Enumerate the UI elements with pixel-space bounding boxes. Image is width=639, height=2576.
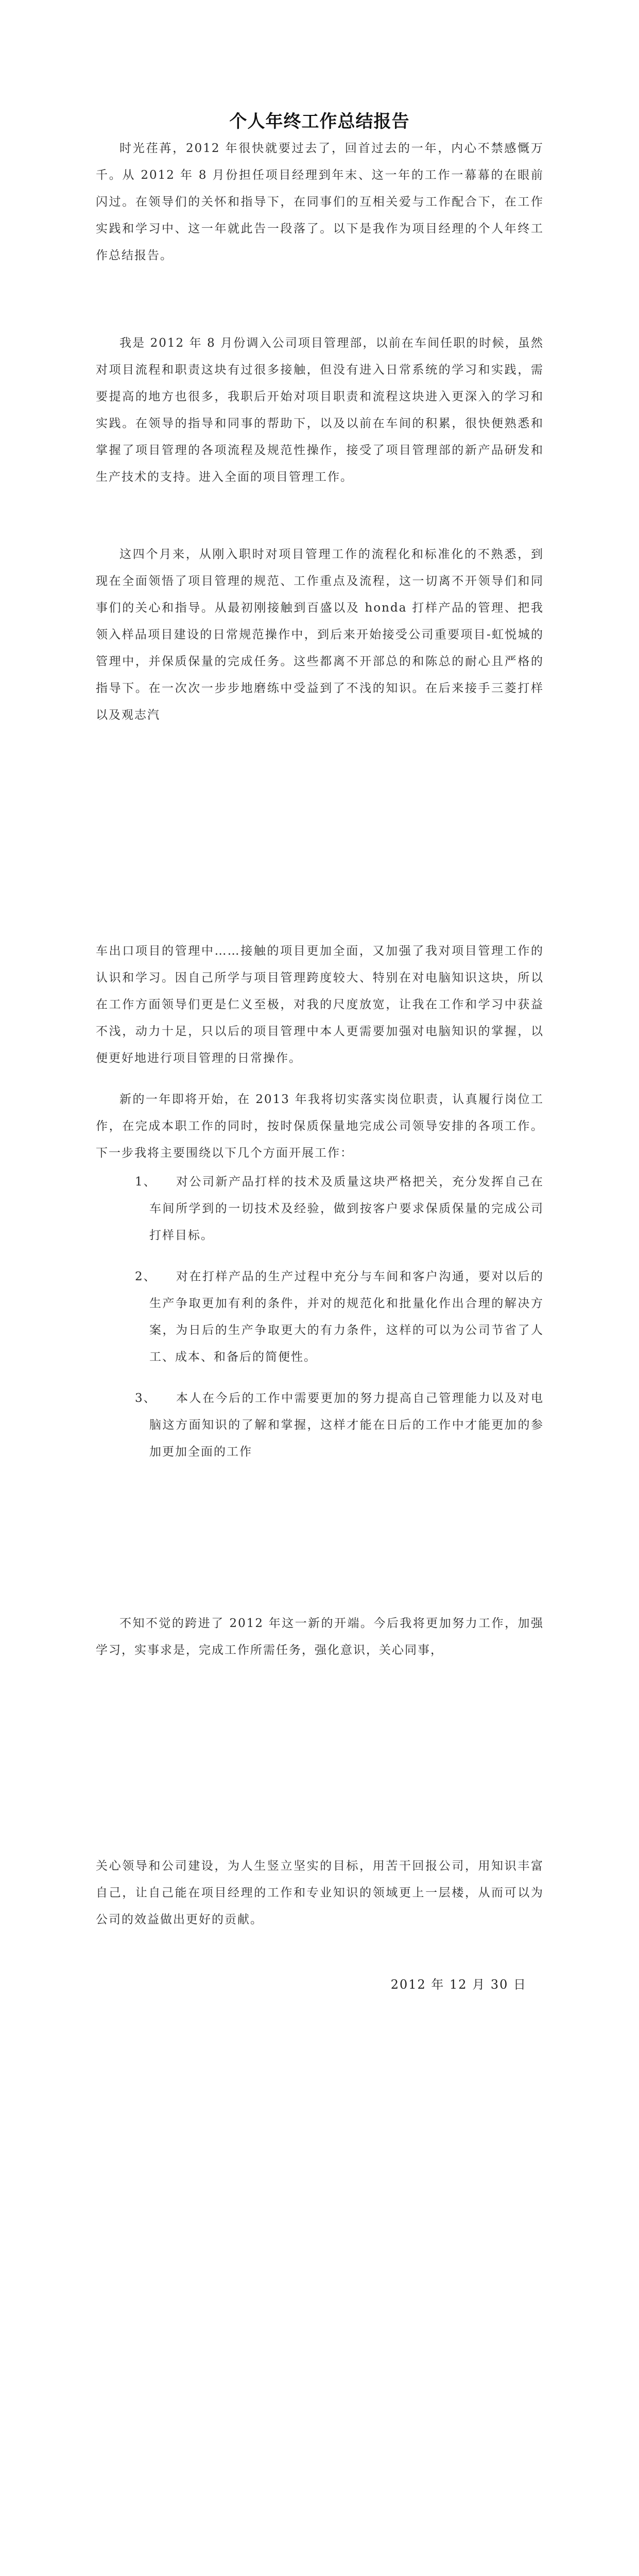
paragraph-intro: 时光荏苒，2012 年很快就要过去了，回首过去的一年，内心不禁感慨万千。从 2012 年 8 月份担任项目经理到年末、这一年的工作一幕幕的在眼前闪过。在领导们的关怀和指导下，在同事们的互相关爱与工作配合下，在工作实践和学习中、这一年就此告一段落了。以下是我作为项目经理的个人年终工作总结报告。 <box>96 142 544 262</box>
document-title: 个人年终工作总结报告 <box>229 111 410 132</box>
paragraph-progress-continued: 车出口项目的管理中……接触的项目更加全面，又加强了我对项目管理工作的认识和学习。因自己所学与项目管理跨度较大、特别在对电脑知识这块，所以在工作方面领导们更是仁义至极，对我的尺度放宽，让我在工作和学习中获益不浅，动力十足，只以后的项目管理中本人更需要加强对电脑知识的掌握，以便更好地进行项目管理的日常操作。 <box>96 944 544 1065</box>
list-item <box>96 1263 544 1370</box>
list-item <box>96 1168 544 1249</box>
list-item-text: 本人在今后的工作中需要更加的努力提高自己管理能力以及对电脑这方面知识的了解和掌握，这样才能在日后的工作中才能更加的参加更加全面的工作 <box>149 1392 544 1459</box>
list-item <box>96 1385 544 1465</box>
paragraph-plan-intro: 新的一年即将开始，在 2013 年我将切实落实岗位职责，认真履行岗位工作，在完成本职工作的同时，按时保质保量地完成公司领导安排的各项工作。下一步我将主要围绕以下几个方面开展工作： <box>96 1093 544 1160</box>
paragraph-progress: 这四个月来，从刚入职时对项目管理工作的流程化和标准化的不熟悉，到现在全面领悟了项目管理的规范、工作重点及流程，这一切离不开领导们和同事们的关心和指导。从最初刚接触到百盛以及 honda 打样产品的管理、把我领入样品项目建设的日常规范操作中，到后来开始接受公司重要项目-虹悦城的管理中，并保质保量的完成任务。这些都离不开部总的和陈总的耐心且严格的指导下。在一次次一步步地磨练中受益到了不浅的知识。在后来接手三菱打样以及观志汽 <box>96 548 544 722</box>
document-date: 2012 年 12 月 30 日 <box>390 1977 527 1992</box>
list-item-number: 1、 <box>135 1175 157 1189</box>
list-item-text: 对在打样产品的生产过程中充分与车间和客户沟通，要对以后的生产争取更加有利的条件，并对的规范化和批量化作出合理的解决方案，为日后的生产争取更大的有力条件，这样的可以为公司节省了人工、成本、和备后的简便性。 <box>149 1270 544 1364</box>
list-item-text: 对公司新产品打样的技术及质量这块严格把关，充分发挥自己在车间所学到的一切技术及经验，做到按客户要求保质保量的完成公司打样目标。 <box>149 1175 544 1242</box>
list-item-number: 2、 <box>135 1270 157 1283</box>
paragraph-background: 我是 2012 年 8 月份调入公司项目管理部，以前在车间任职的时候，虽然对项目流程和职责这块有过很多接触，但没有进入日常系统的学习和实践，需要提高的地方也很多，我职后开始对项目职责和流程这块进入更深入的学习和实践。在领导的指导和同事的帮助下，以及以前在车间的积累，很快便熟悉和掌握了项目管理的各项流程及规范性操作，接受了项目管理部的新产品研发和生产技术的支持。进入全面的项目管理工作。 <box>96 336 544 484</box>
list-item-number: 3、 <box>135 1392 157 1405</box>
plan-list <box>96 1168 544 1480</box>
paragraph-closing-continued: 关心领导和公司建设，为人生竖立坚实的目标，用苦干回报公司，用知识丰富自己，让自己能在项目经理的工作和专业知识的领域更上一层楼，从而可以为公司的效益做出更好的贡献。 <box>96 1859 544 1926</box>
paragraph-closing: 不知不觉的跨进了 2012 年这一新的开端。今后我将更加努力工作，加强学习，实事求是，完成工作所需任务，强化意识，关心同事， <box>96 1617 544 1657</box>
